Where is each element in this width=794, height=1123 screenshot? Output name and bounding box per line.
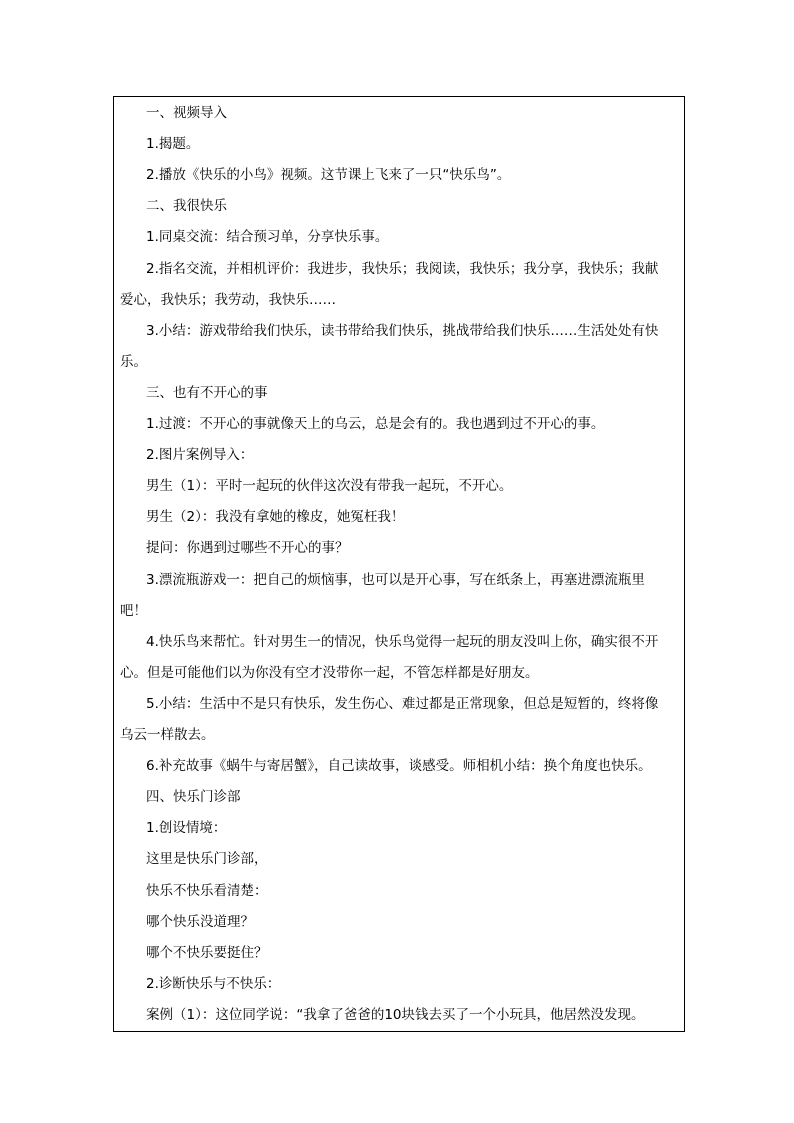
document-table-cell xyxy=(113,96,685,1032)
text-line: 爱心，我快乐；我劳动，我快乐…… xyxy=(120,291,336,308)
text-line: 男生（2）：我没有拿她的橡皮，她冤枉我！ xyxy=(146,509,405,526)
text-line: 4.快乐鸟来帮忙。针对男生一的情况，快乐鸟觉得一起玩的朋友没叫上你，确实很不开 xyxy=(146,633,659,650)
text-line: 2.播放《快乐的小鸟》视频。这节课上飞来了一只“快乐鸟”。 xyxy=(146,167,511,184)
text-line: 二、我很快乐 xyxy=(146,198,227,215)
text-line: 心。但是可能他们以为你没有空才没带你一起，不管怎样都是好朋友。 xyxy=(120,664,539,681)
text-line: 男生（1）：平时一起玩的伙伴这次没有带我一起玩，不开心。 xyxy=(146,478,513,495)
text-line: 2.指名交流，并相机评价：我进步，我快乐；我阅读，我快乐；我分享，我快乐；我献 xyxy=(146,260,659,277)
text-line: 吧！ xyxy=(120,602,147,619)
text-line: 3.漂流瓶游戏一：把自己的烦恼事，也可以是开心事，写在纸条上，再塞进漂流瓶里 xyxy=(146,571,645,588)
text-line: 哪个不快乐要挺住？ xyxy=(146,944,268,961)
text-line: 快乐不快乐看清楚： xyxy=(146,882,268,899)
text-line: 三、也有不开心的事 xyxy=(146,384,268,401)
text-line: 1.揭题。 xyxy=(146,136,200,153)
text-line: 1.创设情境： xyxy=(146,820,227,837)
text-line: 哪个快乐没道理？ xyxy=(146,913,254,930)
text-line: 乌云一样散去。 xyxy=(120,727,215,743)
text-line: 3.小结：游戏带给我们快乐，读书带给我们快乐，挑战带给我们快乐……生活处处有快 xyxy=(146,322,659,339)
text-line: 2.诊断快乐与不快乐： xyxy=(146,975,281,992)
text-line: 乐。 xyxy=(120,353,147,370)
text-line: 一、视频导入 xyxy=(146,105,227,121)
text-line: 提问：你遇到过哪些不开心的事？ xyxy=(146,540,349,557)
text-line: 5.小结：生活中不是只有快乐，发生伤心、难过都是正常现象，但总是短暂的，终将像 xyxy=(146,695,659,712)
text-line: 2.图片案例导入： xyxy=(146,447,254,464)
text-line: 这里是快乐门诊部， xyxy=(146,851,268,868)
text-line: 1.过渡：不开心的事就像天上的乌云，总是会有的。我也遇到过不开心的事。 xyxy=(146,416,605,432)
text-line: 案例（1）：这位同学说：“我拿了爸爸的10块钱去买了一个小玩具，他居然没发现。 xyxy=(146,1006,645,1023)
text-line: 6.补充故事《蜗牛与寄居蟹》，自己读故事，谈感受。师相机小结：换个角度也快乐。 xyxy=(146,758,652,775)
text-line: 四、快乐门诊部 xyxy=(146,789,241,806)
text-line: 1.同桌交流：结合预习单，分享快乐事。 xyxy=(146,229,389,246)
